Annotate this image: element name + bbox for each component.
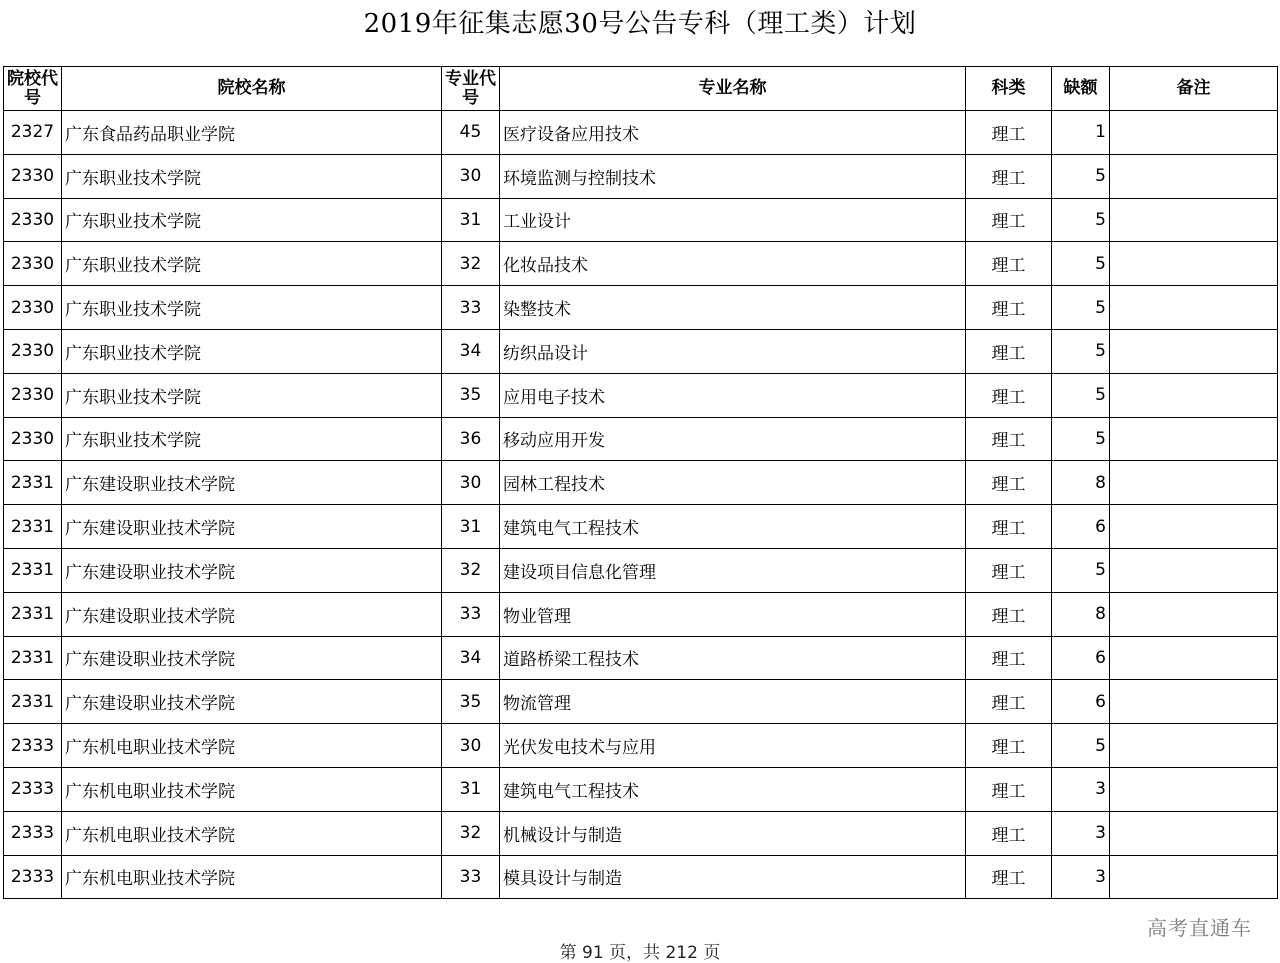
- cell-major-name: 化妆品技术: [500, 242, 966, 286]
- table-row: [4, 680, 1278, 724]
- header-major-code: 专业代号: [442, 67, 500, 111]
- cell-vacancy: 5: [1052, 329, 1110, 373]
- cell-category: 理工: [966, 417, 1052, 461]
- cell-major-code: 31: [442, 767, 500, 811]
- table-row: [4, 111, 1278, 155]
- cell-remarks: [1110, 111, 1278, 155]
- cell-school-code: 2333: [4, 811, 62, 855]
- cell-remarks: [1110, 724, 1278, 768]
- cell-major-code: 33: [442, 286, 500, 330]
- cell-vacancy: 5: [1052, 198, 1110, 242]
- header-school-name: 院校名称: [62, 67, 442, 111]
- cell-major-code: 30: [442, 461, 500, 505]
- cell-major-code: 45: [442, 111, 500, 155]
- cell-remarks: [1110, 636, 1278, 680]
- cell-major-code: 30: [442, 724, 500, 768]
- cell-major-code: 35: [442, 680, 500, 724]
- page-title: 2019年征集志愿30号公告专科（理工类）计划: [363, 9, 917, 39]
- table-row: [4, 154, 1278, 198]
- cell-category: 理工: [966, 242, 1052, 286]
- cell-major-name: 建设项目信息化管理: [500, 548, 966, 592]
- cell-school-name: 广东职业技术学院: [62, 198, 442, 242]
- cell-major-code: 32: [442, 548, 500, 592]
- cell-vacancy: 5: [1052, 417, 1110, 461]
- header-major-name: 专业名称: [500, 67, 966, 111]
- cell-school-name: 广东职业技术学院: [62, 242, 442, 286]
- cell-remarks: [1110, 154, 1278, 198]
- cell-vacancy: 8: [1052, 461, 1110, 505]
- cell-school-code: 2330: [4, 198, 62, 242]
- table-row: [4, 592, 1278, 636]
- cell-category: 理工: [966, 811, 1052, 855]
- cell-school-name: 广东职业技术学院: [62, 373, 442, 417]
- cell-school-code: 2330: [4, 154, 62, 198]
- cell-vacancy: 5: [1052, 286, 1110, 330]
- cell-school-code: 2331: [4, 505, 62, 549]
- cell-category: 理工: [966, 505, 1052, 549]
- cell-school-code: 2330: [4, 286, 62, 330]
- cell-school-code: 2331: [4, 592, 62, 636]
- table-body: [4, 111, 1278, 899]
- cell-major-name: 环境监测与控制技术: [500, 154, 966, 198]
- cell-school-code: 2331: [4, 636, 62, 680]
- table-row: [4, 286, 1278, 330]
- cell-school-name: 广东食品药品职业学院: [62, 111, 442, 155]
- cell-vacancy: 5: [1052, 548, 1110, 592]
- cell-category: 理工: [966, 592, 1052, 636]
- cell-remarks: [1110, 505, 1278, 549]
- cell-school-name: 广东建设职业技术学院: [62, 548, 442, 592]
- cell-remarks: [1110, 198, 1278, 242]
- cell-major-code: 30: [442, 154, 500, 198]
- cell-category: 理工: [966, 767, 1052, 811]
- cell-school-code: 2333: [4, 767, 62, 811]
- cell-category: 理工: [966, 373, 1052, 417]
- cell-major-code: 34: [442, 329, 500, 373]
- cell-major-code: 32: [442, 811, 500, 855]
- cell-school-code: 2330: [4, 417, 62, 461]
- table-row: [4, 636, 1278, 680]
- cell-major-name: 光伏发电技术与应用: [500, 724, 966, 768]
- cell-school-code: 2327: [4, 111, 62, 155]
- table-row: [4, 461, 1278, 505]
- cell-major-name: 道路桥梁工程技术: [500, 636, 966, 680]
- cell-major-code: 35: [442, 373, 500, 417]
- cell-vacancy: 6: [1052, 505, 1110, 549]
- cell-school-name: 广东建设职业技术学院: [62, 461, 442, 505]
- cell-school-name: 广东职业技术学院: [62, 329, 442, 373]
- cell-remarks: [1110, 592, 1278, 636]
- cell-major-name: 医疗设备应用技术: [500, 111, 966, 155]
- cell-major-name: 建筑电气工程技术: [500, 505, 966, 549]
- cell-major-name: 工业设计: [500, 198, 966, 242]
- table-row: [4, 198, 1278, 242]
- cell-major-code: 34: [442, 636, 500, 680]
- cell-category: 理工: [966, 198, 1052, 242]
- cell-major-name: 机械设计与制造: [500, 811, 966, 855]
- cell-school-code: 2331: [4, 680, 62, 724]
- cell-vacancy: 3: [1052, 811, 1110, 855]
- table-header-row: [4, 67, 1278, 111]
- cell-major-code: 32: [442, 242, 500, 286]
- cell-vacancy: 6: [1052, 680, 1110, 724]
- cell-category: 理工: [966, 680, 1052, 724]
- table-row: [4, 855, 1278, 899]
- cell-category: 理工: [966, 636, 1052, 680]
- cell-school-name: 广东机电职业技术学院: [62, 724, 442, 768]
- cell-major-name: 纺织品设计: [500, 329, 966, 373]
- cell-school-name: 广东职业技术学院: [62, 417, 442, 461]
- cell-major-name: 建筑电气工程技术: [500, 767, 966, 811]
- cell-school-code: 2331: [4, 461, 62, 505]
- cell-remarks: [1110, 548, 1278, 592]
- cell-school-code: 2333: [4, 724, 62, 768]
- cell-school-name: 广东建设职业技术学院: [62, 680, 442, 724]
- cell-vacancy: 6: [1052, 636, 1110, 680]
- cell-category: 理工: [966, 855, 1052, 899]
- table-row: [4, 242, 1278, 286]
- cell-major-code: 33: [442, 855, 500, 899]
- cell-vacancy: 1: [1052, 111, 1110, 155]
- cell-major-name: 移动应用开发: [500, 417, 966, 461]
- cell-school-name: 广东机电职业技术学院: [62, 767, 442, 811]
- cell-major-code: 31: [442, 505, 500, 549]
- cell-school-name: 广东建设职业技术学院: [62, 636, 442, 680]
- cell-school-code: 2331: [4, 548, 62, 592]
- cell-remarks: [1110, 811, 1278, 855]
- cell-major-name: 物业管理: [500, 592, 966, 636]
- cell-remarks: [1110, 242, 1278, 286]
- header-remarks: 备注: [1110, 67, 1278, 111]
- cell-vacancy: 5: [1052, 373, 1110, 417]
- table-row: [4, 373, 1278, 417]
- cell-remarks: [1110, 855, 1278, 899]
- cell-category: 理工: [966, 461, 1052, 505]
- cell-major-name: 染整技术: [500, 286, 966, 330]
- table-row: [4, 417, 1278, 461]
- cell-vacancy: 5: [1052, 154, 1110, 198]
- cell-school-name: 广东机电职业技术学院: [62, 811, 442, 855]
- cell-remarks: [1110, 767, 1278, 811]
- cell-remarks: [1110, 461, 1278, 505]
- watermark-text: 高考直通车: [1147, 916, 1252, 940]
- plan-table: [3, 66, 1278, 899]
- cell-school-name: 广东职业技术学院: [62, 286, 442, 330]
- cell-major-code: 36: [442, 417, 500, 461]
- cell-school-code: 2330: [4, 373, 62, 417]
- page-footer: 第 91 页，共 212 页: [559, 943, 721, 963]
- table-row: [4, 767, 1278, 811]
- cell-major-name: 模具设计与制造: [500, 855, 966, 899]
- table-row: [4, 505, 1278, 549]
- table-row: [4, 724, 1278, 768]
- cell-school-code: 2330: [4, 329, 62, 373]
- cell-remarks: [1110, 680, 1278, 724]
- cell-category: 理工: [966, 286, 1052, 330]
- table-row: [4, 329, 1278, 373]
- cell-major-code: 31: [442, 198, 500, 242]
- cell-category: 理工: [966, 154, 1052, 198]
- cell-vacancy: 5: [1052, 724, 1110, 768]
- cell-vacancy: 8: [1052, 592, 1110, 636]
- cell-school-code: 2330: [4, 242, 62, 286]
- cell-category: 理工: [966, 724, 1052, 768]
- cell-major-code: 33: [442, 592, 500, 636]
- cell-major-name: 应用电子技术: [500, 373, 966, 417]
- cell-vacancy: 3: [1052, 855, 1110, 899]
- cell-category: 理工: [966, 329, 1052, 373]
- header-school-code: 院校代号: [4, 67, 62, 111]
- cell-vacancy: 3: [1052, 767, 1110, 811]
- table-row: [4, 811, 1278, 855]
- header-vacancy: 缺额: [1052, 67, 1110, 111]
- cell-school-name: 广东建设职业技术学院: [62, 505, 442, 549]
- header-category: 科类: [966, 67, 1052, 111]
- cell-category: 理工: [966, 111, 1052, 155]
- table-row: [4, 548, 1278, 592]
- cell-remarks: [1110, 329, 1278, 373]
- cell-remarks: [1110, 417, 1278, 461]
- cell-school-name: 广东机电职业技术学院: [62, 855, 442, 899]
- cell-school-code: 2333: [4, 855, 62, 899]
- cell-remarks: [1110, 286, 1278, 330]
- cell-remarks: [1110, 373, 1278, 417]
- cell-major-name: 物流管理: [500, 680, 966, 724]
- cell-vacancy: 5: [1052, 242, 1110, 286]
- cell-category: 理工: [966, 548, 1052, 592]
- cell-major-name: 园林工程技术: [500, 461, 966, 505]
- cell-school-name: 广东职业技术学院: [62, 154, 442, 198]
- cell-school-name: 广东建设职业技术学院: [62, 592, 442, 636]
